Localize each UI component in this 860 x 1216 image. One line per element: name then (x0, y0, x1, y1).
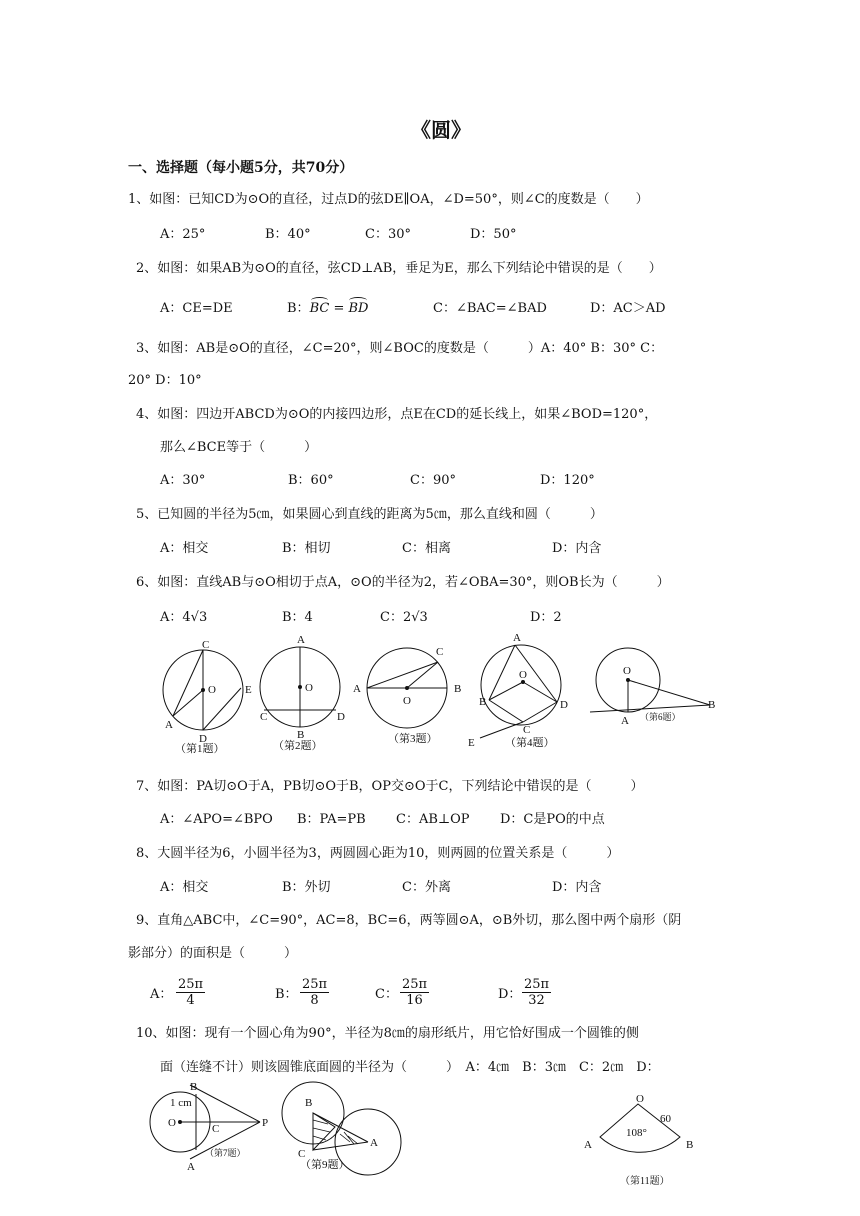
question-4-line-1: 4、如图：四边开ABCD为⊙O的内接四边形，点E在CD的延长线上，如果∠BOD=120°， (136, 407, 658, 422)
question-4-line-2: 那么∠BCE等于（ ） (160, 440, 318, 455)
fig6-caption: （第6题） (640, 712, 681, 722)
q7-option-c: C：AB⊥OP (396, 812, 470, 827)
q9-option-d-fraction (522, 978, 551, 1009)
svg-text:C: C (260, 711, 268, 723)
svg-text:C: C (436, 646, 444, 658)
question-5: 5、已知圆的半径为5㎝，如果圆心到直线的距离为5㎝，那么直线和圆（ ） (136, 507, 603, 522)
fig7-caption: （第7题） (205, 1148, 246, 1158)
q2-option-c: C：∠BAC=∠BAD (433, 301, 547, 316)
q4-option-b: B：60° (288, 473, 334, 488)
svg-text:A: A (370, 1137, 378, 1149)
svg-text:A: A (165, 719, 173, 731)
q1-option-d: D：50° (470, 227, 517, 242)
q6-option-c: C：2√3 (380, 610, 428, 625)
q9-b-den: 8 (310, 993, 319, 1009)
q2-equals: = (329, 301, 349, 316)
svg-text:B: B (305, 1097, 313, 1109)
q4-option-a: A：30° (160, 473, 206, 488)
q1-option-a: A：25° (160, 227, 206, 242)
svg-text:A: A (513, 632, 521, 644)
figure-3 (350, 640, 470, 750)
q1-option-b: B：40° (265, 227, 311, 242)
q9-c-den: 16 (406, 993, 423, 1009)
q9-a-den: 4 (186, 993, 195, 1009)
svg-text:C: C (202, 639, 210, 651)
q9-option-d-label: D： (498, 987, 522, 1002)
svg-text:B: B (297, 729, 305, 741)
figure-11 (580, 1092, 720, 1192)
q5-option-a: A：相交 (160, 541, 209, 556)
q5-option-b: B：相切 (282, 541, 331, 556)
figure-2 (255, 632, 355, 752)
fig11-label-108: 108° (626, 1127, 647, 1139)
svg-text:D: D (199, 733, 207, 745)
question-10-line-2: 面（连缝不计）则该圆锥底面圆的半径为（ ） A：4㎝ B：3㎝ C：2㎝ D： (160, 1060, 660, 1075)
q6-option-b: B：4 (282, 610, 313, 625)
svg-text:O: O (403, 695, 411, 707)
q9-c-num: 25π (402, 977, 428, 992)
q6-option-a: A：4√3 (160, 610, 208, 625)
q9-a-num: 25π (178, 977, 204, 992)
fig11-label-b: B (686, 1139, 694, 1151)
svg-text:B: B (454, 683, 462, 695)
q8-option-d: D：内含 (552, 880, 602, 895)
q8-option-b: B：外切 (282, 880, 331, 895)
q4-option-d: D：120° (540, 473, 595, 488)
question-8: 8、大圆半径为6，小圆半径为3，两圆圆心距为10，则两圆的位置关系是（ ） (136, 846, 620, 861)
q9-d-den: 32 (528, 993, 545, 1009)
q7-option-a: A：∠APO=∠BPO (160, 812, 273, 827)
svg-text:C: C (298, 1148, 306, 1160)
fig11-label-o: O (636, 1093, 644, 1105)
figure-4 (465, 630, 575, 750)
fig3-caption: （第3题） (388, 733, 438, 745)
q9-d-num: 25π (524, 977, 550, 992)
question-6: 6、如图：直线AB与⊙O相切于点A，⊙O的半径为2，若∠OBA=30°，则OB长为（ ） (136, 575, 670, 590)
fig1-caption: （第1题） (175, 743, 225, 755)
question-9-line-2: 影部分）的面积是（ ） (128, 946, 298, 961)
svg-text:O: O (519, 669, 527, 681)
q2-option-b (287, 302, 368, 315)
q9-option-a-fraction (176, 978, 205, 1009)
q2-option-b-label: B： (287, 301, 310, 316)
svg-text:O: O (208, 684, 216, 696)
svg-text:E: E (245, 684, 252, 696)
q5-option-c: C：相离 (402, 541, 451, 556)
svg-text:B: B (708, 699, 716, 711)
q2-option-d: D：AC＞AD (590, 301, 666, 316)
svg-text:O: O (623, 665, 631, 677)
svg-text:A: A (621, 715, 629, 727)
svg-text:A: A (297, 634, 305, 646)
svg-text:O: O (305, 682, 313, 694)
fig7-label-o: O (168, 1117, 176, 1129)
q9-option-b-label: B： (275, 987, 298, 1002)
fig7-label-a: A (187, 1161, 195, 1173)
fig11-label-a: A (584, 1139, 592, 1151)
fig7-label-c: C (212, 1123, 220, 1135)
svg-text:B: B (479, 696, 487, 708)
question-1: 1、如图：已知CD为⊙O的直径，过点D的弦DE∥OA，∠D=50°，则∠C的度数是（ ） (128, 192, 649, 207)
q8-option-a: A：相交 (160, 880, 209, 895)
figure-1 (155, 638, 255, 758)
arc-bc: BC (309, 301, 330, 316)
fig9-caption: （第9题） (300, 1159, 350, 1171)
q7-option-b: B：PA=PB (297, 812, 366, 827)
question-7: 7、如图：PA切⊙O于A，PB切⊙O于B，OP交⊙O于C，下列结论中错误的是（ ） (136, 779, 644, 794)
q8-option-c: C：外离 (402, 880, 451, 895)
q1-option-c: C：30° (365, 227, 411, 242)
section-heading: 一、选择题（每小题5分，共70分） (128, 160, 354, 176)
q9-option-c-fraction (400, 978, 429, 1009)
q9-b-num: 25π (302, 977, 328, 992)
fig7-label-p: P (262, 1117, 269, 1129)
question-3-line-2: 20° D：10° (128, 373, 202, 388)
q9-option-a-label: A： (150, 987, 173, 1002)
svg-text:A: A (353, 683, 361, 695)
question-9-line-1: 9、直角△ABC中，∠C=90°，AC=8，BC=6，两等圆⊙A，⊙B外切，那么图中两个扇形（阴 (136, 913, 682, 928)
fig7-label-1cm: 1 cm (170, 1097, 192, 1109)
figure-9 (290, 1082, 420, 1182)
fig4-caption: （第4题） (505, 737, 555, 749)
q6-option-d: D：2 (530, 610, 562, 625)
q7-option-d: D：C是PO的中点 (500, 812, 605, 827)
q9-option-b-fraction (300, 978, 329, 1009)
svg-text:D: D (337, 711, 345, 723)
arc-bd: BD (348, 301, 369, 316)
fig7-label-b: B (190, 1081, 198, 1093)
question-2: 2、如图：如果AB为⊙O的直径，弦CD⊥AB，垂足为E，那么下列结论中错误的是（ ） (136, 261, 662, 276)
q5-option-d: D：内含 (552, 541, 602, 556)
question-3-line-1: 3、如图：AB是⊙O的直径，∠C=20°，则∠BOC的度数是（ ）A：40° B：30° C： (136, 341, 664, 356)
figure-7 (150, 1082, 290, 1172)
question-10-line-1: 10、如图：现有一个圆心角为90°，半径为8㎝的扇形纸片，用它恰好围成一个圆锥的侧 (136, 1026, 639, 1041)
fig11-caption: （第11题） (620, 1176, 670, 1187)
q9-option-c-label: C： (375, 987, 398, 1002)
svg-text:D: D (560, 699, 568, 711)
fig11-label-60: 60 (660, 1113, 671, 1125)
svg-text:E: E (468, 737, 475, 749)
svg-text:C: C (523, 724, 531, 736)
page-title: 《圆》 (411, 118, 471, 142)
q2-option-a: A：CE=DE (160, 301, 233, 316)
q4-option-c: C：90° (410, 473, 456, 488)
fig2-caption: （第2题） (273, 740, 323, 752)
figure-6 (590, 648, 730, 738)
